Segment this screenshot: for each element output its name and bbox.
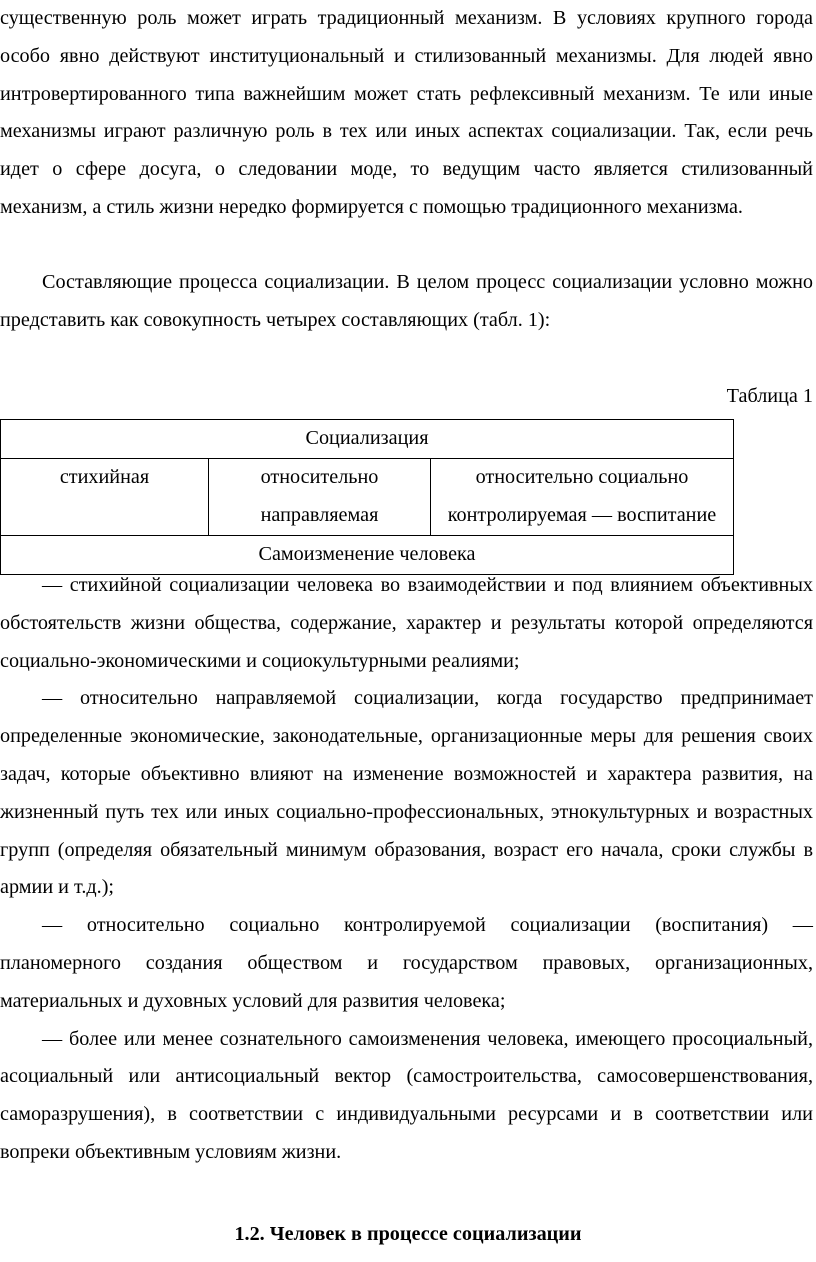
socialization-table: [0, 419, 734, 575]
paragraph-mechanisms: существенную роль может играть традиционный механизм. В условиях крупного города особо явно действуют институциональный и стилизованный механизмы. Для людей явно интровертированного типа важнейшим может стать рефлексивный механизм. Те или иные механизмы играют различную роль в тех или иных аспектах социализации. Так, если речь идет о сфере досуга, о следовании моде, то ведущим часто является стилизованный механизм, а стиль жизни нередко формируется с помощью традиционного механизма.: [0, 7, 813, 218]
list-item: — относительно социально контролируемой социализации (воспитания) — планомерного создания обществом и государством правовых, организационных, материальных и духовных условий для развития человека;: [0, 914, 813, 1012]
list-item: — стихийной социализации человека во взаимодействии и под влиянием объективных обстоятельств жизни общества, содержание, характер и результаты которой определяются социально-экономическими и социокультурными реалиями;: [0, 574, 813, 672]
table-cell-spontaneous: стихийная: [1, 458, 209, 535]
components-list: [0, 567, 813, 1172]
table-caption: Таблица 1: [726, 385, 813, 407]
paragraph-components-intro: Составляющие процесса социализации. В целом процесс социализации условно можно представить как совокупность четырех составляющих (табл. 1):: [0, 271, 813, 331]
list-item: — более или менее сознательного самоизменения человека, имеющего просоциальный, асоциальный или антисоциальный вектор (самостроительства, самосовершенствования, саморазрушения), в соответствии с индивидуальными ресурсами и в соответствии или вопреки объективным условиям жизни.: [0, 1027, 813, 1163]
table-cell-directed: относительно направляемая: [209, 458, 431, 535]
table-footer-cell: Самоизменение человека: [1, 535, 734, 574]
list-item: — относительно направляемой социализации, когда государство предпринимает определенные экономические, законодательные, организационные меры для решения своих задач, которые объективно влияют на изменение возможностей и характера развития, на жизненный путь тех или иных социально-профессиональных, этнокультурных и возрастных групп (определяя обязательный минимум образования, возраст его начала, сроки службы в армии и т.д.);: [0, 687, 813, 899]
section-heading: 1.2. Человек в процессе социализации: [234, 1223, 582, 1245]
table-cell-controlled: относительно социально контролируемая — воспитание: [431, 458, 734, 535]
table-header-cell: Социализация: [1, 420, 734, 459]
